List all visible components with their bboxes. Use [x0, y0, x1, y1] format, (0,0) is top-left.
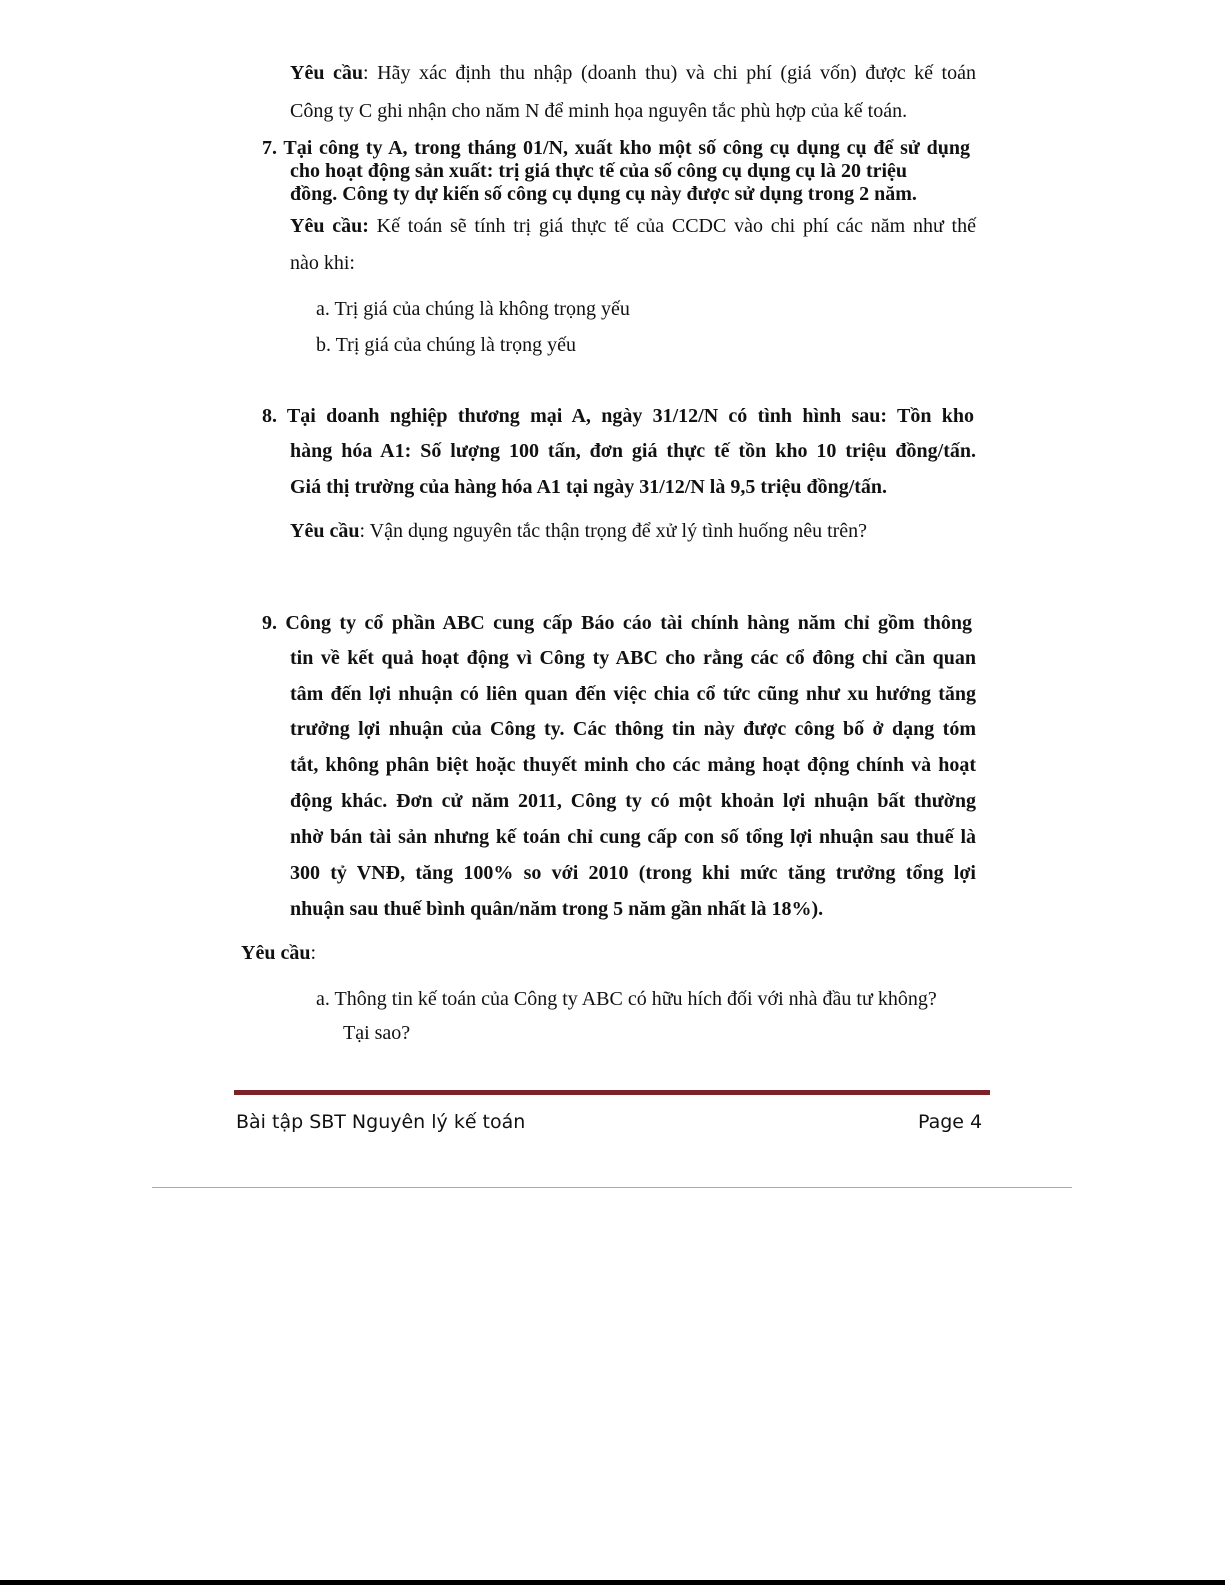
q9-line-2: tin về kết quả hoạt động vì Công ty ABC cho rằng các cổ đông chỉ cần quan [290, 647, 976, 669]
q9-line-1: 9. Công ty cổ phần ABC cung cấp Báo cáo tài chính hàng năm chỉ gồm thông [262, 612, 972, 634]
page-separator [152, 1187, 1072, 1188]
intro-requirement-line-2: Công ty C ghi nhận cho năm N để minh họa nguyên tắc phù hợp của kế toán. [290, 100, 908, 122]
footer-title: Bài tập SBT Nguyên lý kế toán [236, 1111, 526, 1133]
q9-requirement-colon: : [310, 942, 317, 964]
q9-option-a-line-1: a. Thông tin kế toán của Công ty ABC có hữu hích đối với nhà đầu tư không? [316, 988, 937, 1010]
q9-line-3: tâm đến lợi nhuận có liên quan đến việc chia cổ tức cũng như xu hướng tăng [290, 683, 976, 705]
intro-requirement-text: : Hãy xác định thu nhập (doanh thu) và chi phí (giá vốn) được kế toán [363, 62, 976, 84]
q9-requirement [241, 940, 316, 966]
q8-line-2: hàng hóa A1: Số lượng 100 tấn, đơn giá thực tế tồn kho 10 triệu đồng/tấn. [290, 440, 976, 462]
footer-page-number: Page 4 [918, 1111, 983, 1133]
q9-line-9: nhuận sau thuế bình quân/năm trong 5 năm gần nhất là 18%). [290, 898, 824, 920]
q7-line-1: 7. Tại công ty A, trong tháng 01/N, xuất kho một số công cụ dụng cụ để sử dụng [262, 137, 970, 159]
q7-requirement-line-1 [290, 213, 976, 239]
q7-line-3: đồng. Công ty dự kiến số công cụ dụng cụ này được sử dụng trong 2 năm. [290, 183, 917, 205]
q9-option-a-line-2: Tại sao? [343, 1022, 411, 1044]
footer-rule [234, 1090, 990, 1095]
q7-line-2: cho hoạt động sản xuất: trị giá thực tế của số công cụ dụng cụ là 20 triệu [290, 160, 908, 182]
q9-line-6: động khác. Đơn cử năm 2011, Công ty có một khoản lợi nhuận bất thường [290, 790, 976, 812]
intro-requirement-line-1 [290, 60, 976, 86]
q8-line-3: Giá thị trường của hàng hóa A1 tại ngày 31/12/N là 9,5 triệu đồng/tấn. [290, 476, 888, 498]
q8-line-1: 8. Tại doanh nghiệp thương mại A, ngày 31/12/N có tình hình sau: Tồn kho [262, 405, 974, 427]
q7-requirement-line-2: nào khi: [290, 252, 355, 274]
q7-option-a: a. Trị giá của chúng là không trọng yếu [316, 298, 630, 320]
q9-line-4: trưởng lợi nhuận của Công ty. Các thông tin này được công bố ở dạng tóm [290, 718, 976, 740]
q8-requirement [290, 518, 867, 544]
q7-option-b: b. Trị giá của chúng là trọng yếu [316, 334, 576, 356]
q8-requirement-label: Yêu cầu [290, 520, 360, 542]
q8-requirement-text: : Vận dụng nguyên tắc thận trọng để xử lý tình huống nêu trên? [359, 520, 868, 542]
q9-line-5: tắt, không phân biệt hoặc thuyết minh cho các mảng hoạt động chính và hoạt [290, 754, 976, 776]
q9-line-7: nhờ bán tài sản nhưng kế toán chỉ cung cấp con số tổng lợi nhuận sau thuế là [290, 826, 976, 848]
q9-line-8: 300 tỷ VNĐ, tăng 100% so với 2010 (trong khi mức tăng trưởng tổng lợi [290, 862, 976, 884]
q9-requirement-label: Yêu cầu [241, 942, 311, 964]
intro-requirement-label: Yêu cầu [290, 62, 364, 84]
q7-requirement-text: Kế toán sẽ tính trị giá thực tế của CCDC vào chi phí các năm như thế [368, 215, 976, 237]
q7-requirement-label: Yêu cầu: [290, 215, 369, 237]
bottom-edge [0, 1580, 1225, 1585]
